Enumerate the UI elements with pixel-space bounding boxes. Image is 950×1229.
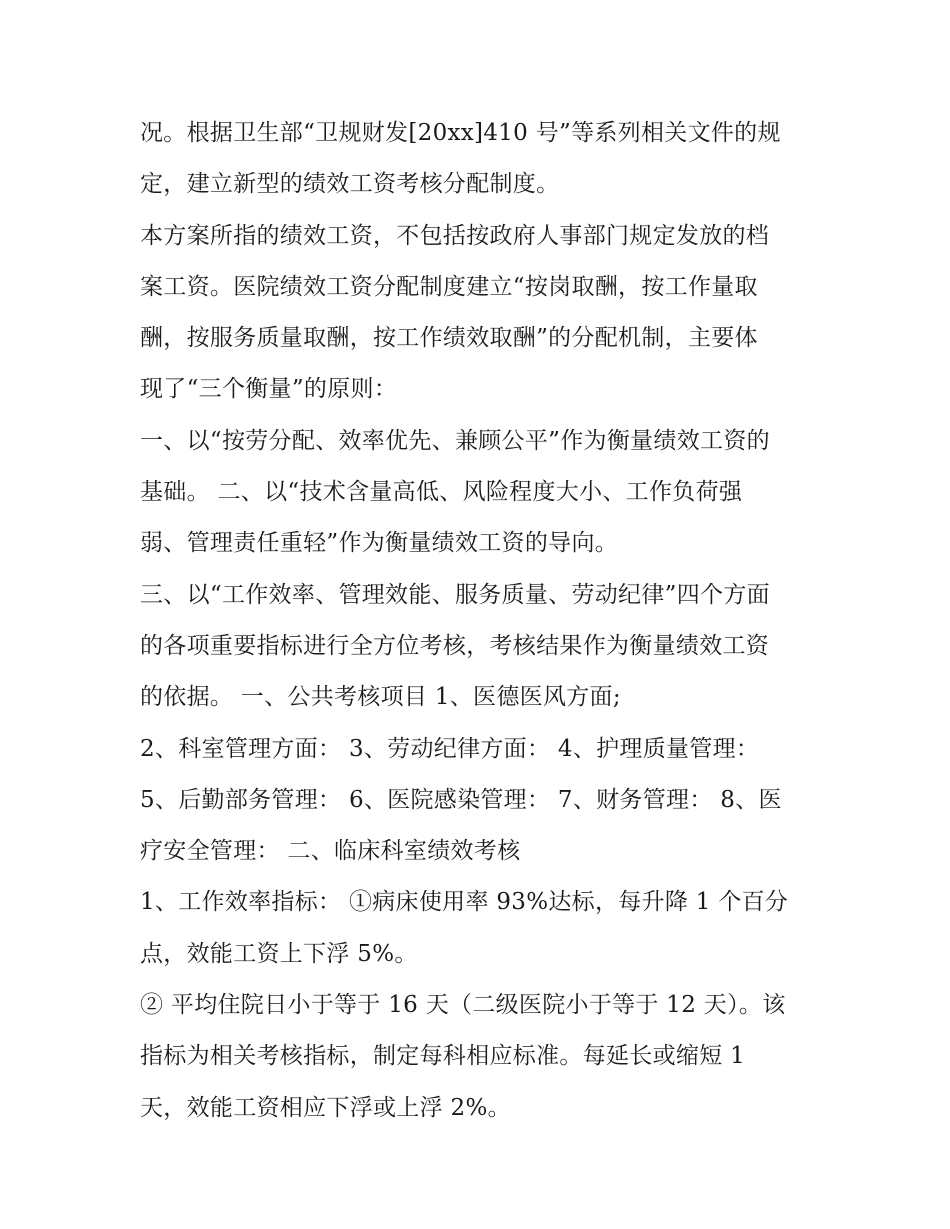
text-line: 一、以“按劳分配、效率优先、兼顾公平”作为衡量绩效工资的: [140, 427, 770, 454]
text-line: 案工资。医院绩效工资分配制度建立“按岗取酬，按工作量取: [140, 273, 758, 300]
text-line: 的依据。 一、公共考核项目 1、医德医风方面;: [140, 684, 621, 711]
text-line: 三、以“工作效率、管理效能、服务质量、劳动纪律”四个方面: [140, 581, 770, 608]
text-line: 指标为相关考核指标，制定每科相应标准。每延长或缩短 1: [140, 1043, 746, 1070]
text-line: 况。根据卫生部“卫规财发[20xx]410 号”等系列相关文件的规: [140, 120, 781, 146]
text-line: 1、工作效率指标： ①病床使用率 93%达标，每升降 1 个百分: [140, 889, 789, 916]
text-line: 天，效能工资相应下浮或上浮 2%。: [140, 1094, 511, 1121]
text-line: 本方案所指的绩效工资，不包括按政府人事部门规定发放的档: [140, 222, 770, 249]
text-line: 疗安全管理： 二、临床科室绩效考核: [140, 838, 521, 865]
text-line: 2、科室管理方面： 3、劳动纪律方面： 4、护理质量管理：: [140, 735, 760, 762]
text-line: ② 平均住院日小于等于 16 天（二级医院小于等于 12 天）。该: [140, 992, 786, 1019]
text-line: 定，建立新型的绩效工资考核分配制度。: [140, 171, 560, 198]
text-line: 点，效能工资上下浮 5%。: [140, 940, 418, 967]
text-line: 的各项重要指标进行全方位考核，考核结果作为衡量绩效工资: [140, 632, 770, 659]
text-line: 5、后勤部务管理： 6、医院感染管理： 7、财务管理： 8、医: [140, 786, 782, 813]
text-line: 现了“三个衡量”的原则：: [140, 376, 398, 403]
text-line: 基础。 二、以“技术含量高低、风险程度大小、工作负荷强: [140, 479, 743, 506]
text-line: 弱、管理责任重轻”作为衡量绩效工资的导向。: [140, 530, 619, 557]
document-body: [140, 108, 820, 1134]
text-line: 酬，按服务质量取酬，按工作绩效取酬”的分配机制，主要体: [140, 325, 758, 352]
